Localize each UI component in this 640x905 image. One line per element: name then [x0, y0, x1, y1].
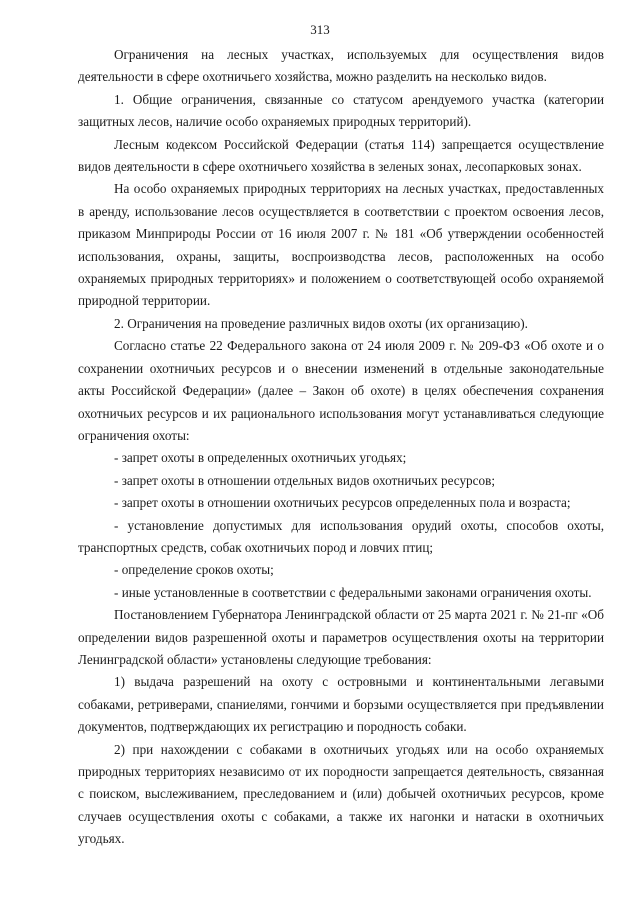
- list-item: - определение сроков охоты;: [114, 562, 274, 578]
- list-item: - запрет охоты в определенных охотничьих угодьях;: [114, 450, 407, 466]
- page-number: 313: [310, 22, 330, 37]
- paragraph: 1) выдача разрешений на охоту с островными и континентальными легавыми собаками, ретриверами, спаниелями, гончими и борзыми осуществляется при предъявлении документов, подтверждающих их регистрацию и породность собаки.: [78, 674, 604, 735]
- paragraph: 1. Общие ограничения, связанные со статусом арендуемого участка (категории защитных лесов, наличие особо охраняемых природных территорий).: [78, 91, 604, 130]
- paragraph: 2) при нахождении с собаками в охотничьих угодьях или на особо охраняемых природных территориях независимо от их породности запрещается деятельность, связанная с поиском, выслеживанием, преследованием и (или) добычей охотничьих ресурсов, кроме случаев осуществления охоты с собаками, а также их нагонки и натаски в охотничьих угодьях.: [78, 741, 604, 847]
- body-text: [78, 44, 604, 851]
- paragraph: Ограничения на лесных участках, используемых для осуществления видов деятельности в сфере охотничьего хозяйства, можно разделить на несколько видов.: [78, 47, 604, 85]
- list-item: - иные установленные в соответствии с федеральными законами ограничения охоты.: [114, 584, 592, 600]
- paragraph: Лесным кодексом Российской Федерации (статья 114) запрещается осуществление видов деятельности в сфере охотничьего хозяйства в зеленых зонах, лесопарковых зонах.: [78, 136, 604, 175]
- list-item: - установление допустимых для использования орудий охоты, способов охоты, транспортных средств, собак охотничьих пород и ловчих птиц;: [78, 517, 604, 555]
- paragraph: Согласно статье 22 Федерального закона от 24 июля 2009 г. № 209-ФЗ «Об охоте и о сохранении охотничьих ресурсов и о внесении изменений в отдельные законодательные акты Российской Федерации» (далее – Закон об охоте) в целях обеспечения сохранения охотничьих ресурсов и их рационального использования могут устанавливаться следующие ограничения охоты:: [78, 338, 604, 443]
- list-item: - запрет охоты в отношении отдельных видов охотничьих ресурсов;: [114, 472, 495, 488]
- paragraph: Постановлением Губернатора Ленинградской области от 25 марта 2021 г. № 21-пг «Об определении видов разрешенной охоты и параметров осуществления охоты на территории Ленинградской области» установлены следующие требования:: [78, 607, 604, 667]
- paragraph: 2. Ограничения на проведение различных видов охоты (их организацию).: [114, 315, 528, 331]
- list-item: - запрет охоты в отношении охотничьих ресурсов определенных пола и возраста;: [114, 495, 571, 511]
- paragraph: На особо охраняемых природных территориях на лесных участках, предоставленных в аренду, использование лесов осуществляется в соответствии с проектом освоения лесов, приказом Минприроды России от 16 июля 2007 г. № 181 «Об утверждении особенностей использования, охраны, защиты, воспроизводства лесов, расположенных на особо охраняемых природных территориях» и положением о соответствующей особо охраняемой природной территории.: [78, 181, 604, 309]
